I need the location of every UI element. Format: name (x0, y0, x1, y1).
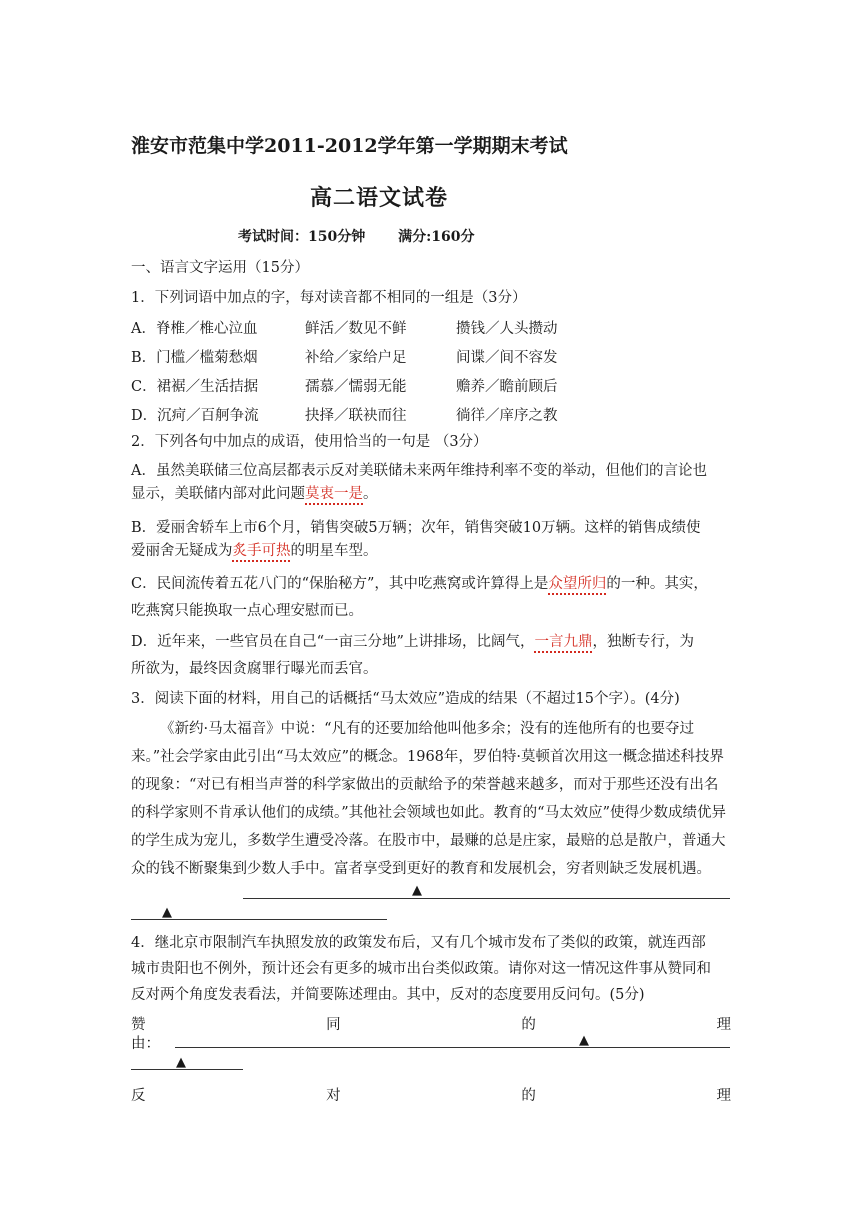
q1-stem: 1．下列词语中加点的字，每对读音都不相同的一组是（3分） (131, 290, 527, 306)
q2-option-c-line1 (131, 574, 708, 594)
q4-pro-char-2: 同 (326, 1017, 341, 1033)
q2-a-text: 显示，美联储内部对此问题 (131, 486, 305, 502)
answer-triangle-icon: ▲ (176, 1055, 186, 1070)
answer-triangle-icon: ▲ (579, 1033, 589, 1048)
q4-stem-line1: 4．继北京市限制汽车执照发放的政策发布后，又有几个城市发布了类似的政策，就连西部 (131, 935, 706, 951)
q2-d-text: D．近年来，一些官员在自己“一亩三分地”上讲排场，比阔气， (131, 634, 535, 650)
q2-c-text: C．民间流传着五花八门的“保胎秘方”，其中吃燕窝或许算得上是 (131, 576, 549, 592)
q1-option-b-2: 补给／家给户足 (305, 350, 407, 366)
q2-option-d-line1 (131, 632, 694, 652)
q1-option-c-1: C．裙裾／生活拮据 (131, 379, 259, 395)
q1-option-a-1: A．脊椎／椎心泣血 (131, 321, 258, 337)
q1-option-d-3: 徜徉／庠序之教 (456, 408, 558, 424)
q2-b-text: 爱丽舍无疑成为 (131, 543, 233, 559)
q2-b-end: 的明星车型。 (290, 543, 378, 559)
q4-con-char-2: 对 (326, 1088, 341, 1104)
q2-c-idiom: 众望所归 (548, 576, 607, 592)
q1-option-a-2: 鲜活／数见不鲜 (305, 321, 407, 337)
school-exam-title: 淮安市范集中学2011-2012学年第一学期期末考试 (131, 135, 568, 157)
q4-con-char-3: 的 (521, 1088, 536, 1104)
q2-d-idiom: 一言九鼎 (534, 634, 593, 650)
q4-con-label (131, 1084, 731, 1105)
answer-triangle-icon: ▲ (162, 905, 172, 920)
exam-time: 考试时间：150分钟 (238, 229, 366, 245)
q1-option-c-2: 孺慕／懦弱无能 (305, 379, 407, 395)
q4-pro-char-3: 的 (521, 1017, 536, 1033)
q3-answer-line-1[interactable] (243, 898, 730, 899)
paper-title: 高二语文试卷 (310, 185, 449, 211)
q3-passage: 《新约·马太福音》中说：“凡有的还要加给他叫他多余；没有的连他所有的也要夺过来。”社会学家由此引出“马太效应”的概念。1968年，罗伯特·莫顿首次用这一概念描述科技界的现象：“对已有相当声誉的科学家做出的贡献给予的荣誉越来越多，而对于那些还没有出名的科学家则不肯承认他们的成绩。”其他社会领域也如此。教育的“马太效应”使得少数成绩优异的学生成为宠儿，多数学生遭受冷落。在股市中，最赚的总是庄家，最赔的总是散户，普通大众的钱不断聚集到少数人手中。富者享受到更好的教育和发展机会，穷者则缺乏发展机遇。 (131, 721, 726, 877)
q2-stem: 2．下列各句中加点的成语，使用恰当的一句是 （3分） (131, 434, 488, 450)
answer-triangle-icon: ▲ (412, 883, 422, 898)
q2-option-b-line1: B．爱丽舍轿车上市6个月，销售突破5万辆；次年，销售突破10万辆。这样的销售成绩使 (131, 520, 701, 536)
q4-stem-line2: 城市贵阳也不例外，预计还会有更多的城市出台类似政策。请你对这一情况这件事从赞同和 (131, 961, 711, 977)
q3-stem: 3．阅读下面的材料，用自己的话概括“马太效应”造成的结果（不超过15个字）。(4分) (131, 691, 680, 707)
q2-a-end: 。 (363, 486, 378, 502)
q2-c-text-2: 的一种。其实， (606, 576, 708, 592)
q4-pro-label-end: 由： (131, 1036, 160, 1052)
exam-meta (238, 226, 503, 246)
q4-pro-label (131, 1013, 731, 1034)
q1-option-b-3: 间谍／间不容发 (456, 350, 558, 366)
q4-pro-char-1: 赞 (131, 1017, 146, 1033)
section-heading: 一、语言文字运用（15分） (131, 260, 309, 276)
q4-stem-line3: 反对两个角度发表看法，并简要陈述理由。其中，反对的态度要用反问句。(5分) (131, 987, 645, 1003)
q1-option-c-3: 赡养／瞻前顾后 (456, 379, 558, 395)
q4-con-char-1: 反 (131, 1088, 146, 1104)
q2-d-text-2: ，独断专行，为 (592, 634, 694, 650)
q1-option-b-1: B．门槛／槛菊愁烟 (131, 350, 258, 366)
q2-option-a-line2 (131, 484, 378, 504)
q2-option-c-line2: 吃燕窝只能换取一点心理安慰而已。 (131, 603, 363, 619)
q2-option-d-line2: 所欲为，最终因贪腐罪行曝光而丢官。 (131, 661, 378, 677)
q4-pro-char-4: 理 (716, 1017, 731, 1033)
q4-con-char-4: 理 (716, 1088, 731, 1104)
q1-option-d-2: 抉择／联袂而往 (305, 408, 407, 424)
q2-a-idiom: 莫衷一是 (305, 486, 363, 502)
q2-b-idiom: 炙手可热 (232, 543, 291, 559)
exam-score: 满分:160分 (398, 229, 475, 245)
q1-option-d-1: D．沉疴／百舸争流 (131, 408, 259, 424)
q4-pro-answer-line-1[interactable] (175, 1047, 730, 1048)
q4-pro-answer-line-2[interactable] (131, 1069, 243, 1070)
q2-option-b-line2 (131, 541, 378, 561)
q1-option-a-3: 攒钱／人头攒动 (456, 321, 558, 337)
q2-option-a-line1: A．虽然美联储三位高层都表示反对美联储未来两年维持利率不变的举动，但他们的言论也 (131, 463, 707, 479)
